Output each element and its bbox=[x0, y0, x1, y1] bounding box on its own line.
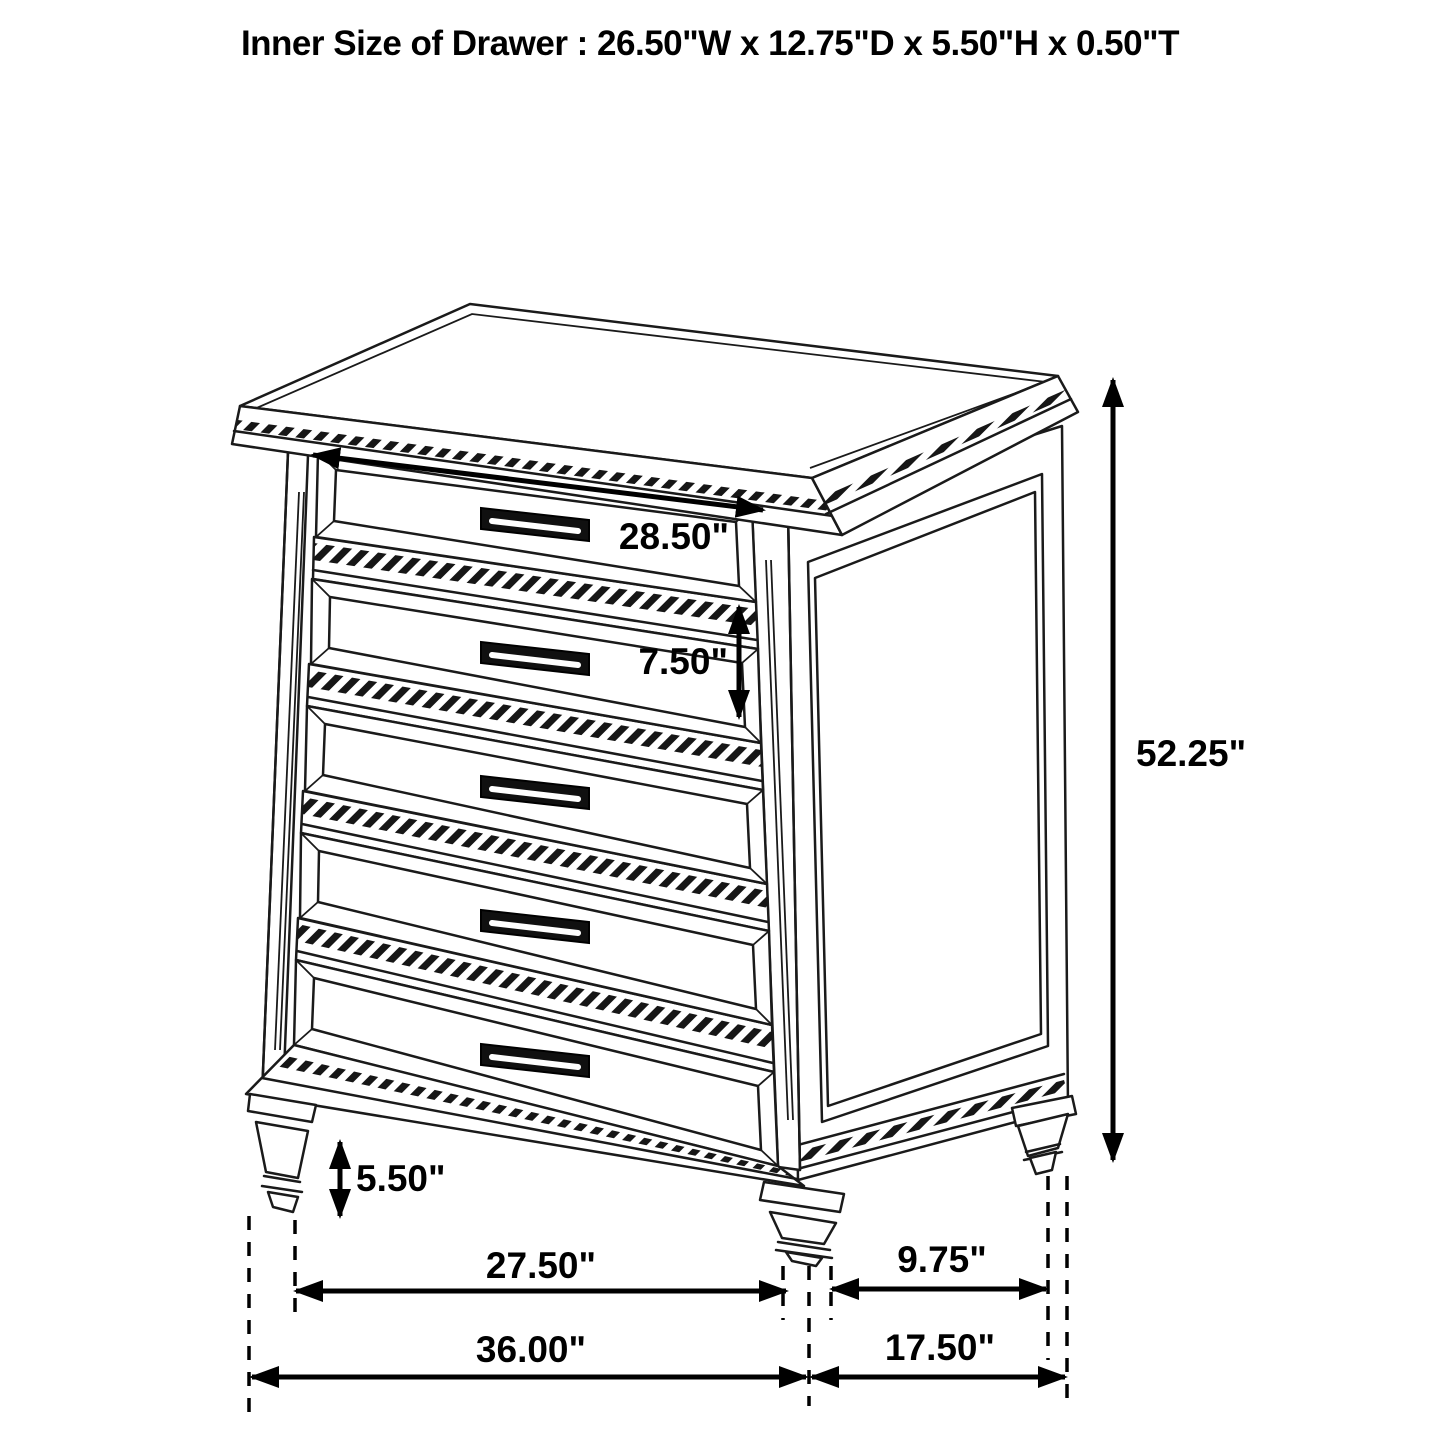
back-right-leg bbox=[1012, 1096, 1076, 1174]
front-leg-span-label: 27.50" bbox=[485, 1245, 597, 1286]
drawer-face-height-label: 7.50" bbox=[638, 641, 728, 682]
dimension-side-leg-span bbox=[832, 1239, 1046, 1289]
side-panel bbox=[788, 426, 1068, 1180]
dimension-overall-width bbox=[252, 1329, 806, 1377]
front-right-leg bbox=[760, 1182, 844, 1266]
overall-height-label: 52.25" bbox=[1136, 733, 1247, 774]
overall-width-label: 36.00" bbox=[475, 1329, 587, 1370]
drawer-front-width-label: 28.50" bbox=[618, 516, 730, 557]
dimension-overall-depth bbox=[812, 1327, 1065, 1377]
side-leg-span-label: 9.75" bbox=[897, 1239, 987, 1280]
overall-depth-label: 17.50" bbox=[884, 1327, 996, 1368]
dimension-front-leg-span bbox=[296, 1245, 786, 1291]
dimension-overall-height bbox=[1113, 380, 1246, 1160]
chest-drawing bbox=[232, 304, 1078, 1266]
front-left-leg bbox=[248, 1094, 316, 1212]
leg-height-label: 5.50" bbox=[356, 1158, 446, 1199]
page-title: Inner Size of Drawer : 26.50"W x 12.75"D x 5.50"H x 0.50"T bbox=[240, 24, 1180, 63]
dimension-leg-height bbox=[340, 1142, 446, 1216]
